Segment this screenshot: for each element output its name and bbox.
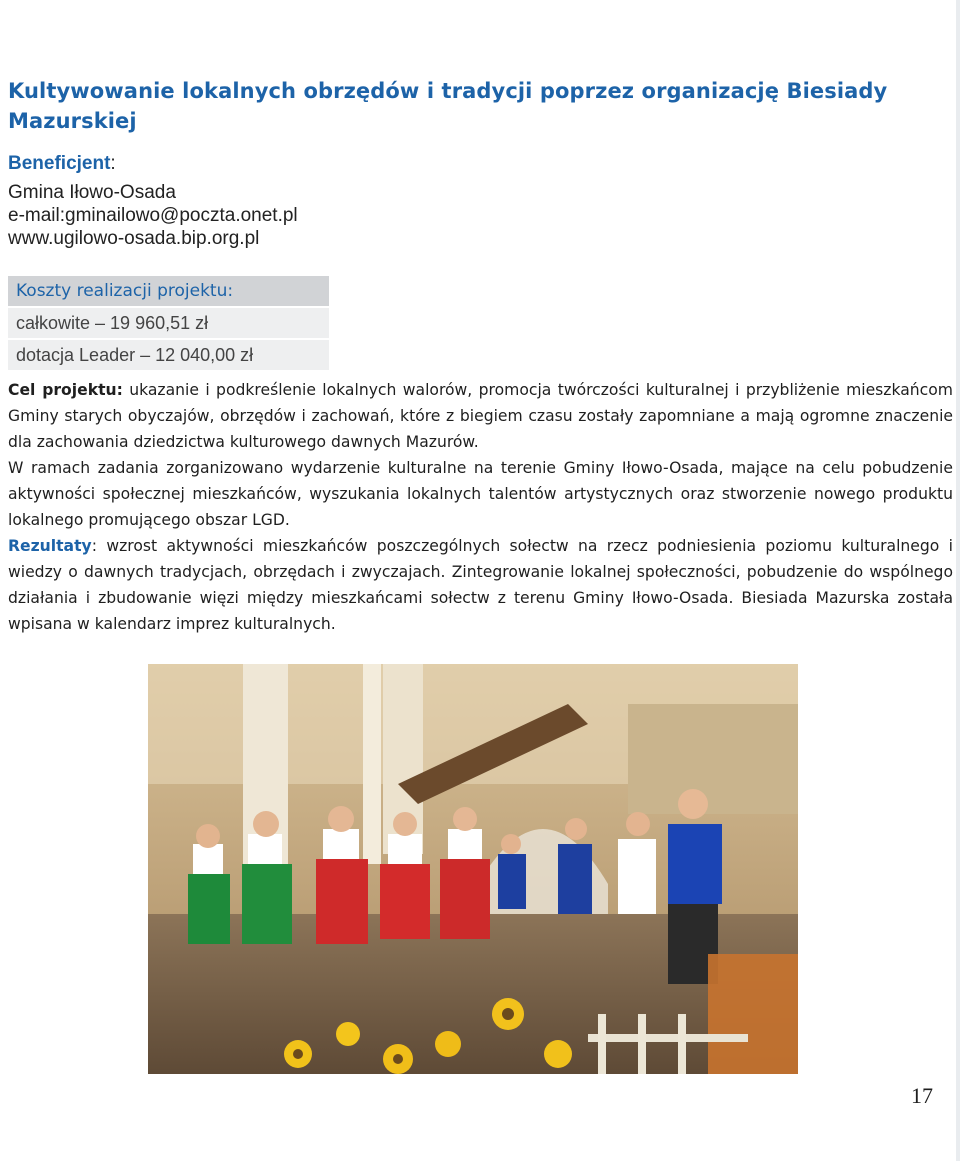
page-edge (956, 0, 960, 1161)
beneficiary-label-colon: : (110, 153, 116, 174)
goal-label: Cel projektu: (8, 381, 123, 399)
beneficiary-label (8, 152, 116, 176)
goal-text: ukazanie i podkreślenie lokalnych walorów, promocja twórczości kulturalnej i przybliżenie mieszkańcom Gminy starych obyczajów, obrzędów i zachowań, które z biegiem czasu zostały zapomniane a mają ogromne znaczenie dla zachowania dziedzictwa kulturowego dawnych Mazurów. (8, 381, 953, 451)
beneficiary-website: www.ugilowo-osada.bip.org.pl (8, 228, 260, 249)
event-photo (148, 664, 798, 1074)
page-title: Kultywowanie lokalnych obrzędów i tradycji poprzez organizację Biesiady Mazurskiej (8, 79, 888, 133)
cost-header: Koszty realizacji projektu: (8, 276, 329, 306)
results-colon: : (91, 537, 97, 555)
cost-grant: dotacja Leader – 12 040,00 zł (8, 340, 329, 370)
description-paragraph: W ramach zadania zorganizowano wydarzenie kulturalne na terenie Gminy Iłowo-Osada, mające na celu pobudzenie aktywności społecznej mieszkańców, wyszukania lokalnych talentów artystycznych oraz stworzenie nowego produktu lokalnego promującego obszar LGD. (8, 459, 953, 529)
cost-total: całkowite – 19 960,51 zł (8, 308, 329, 338)
beneficiary-name: Gmina Iłowo-Osada (8, 182, 176, 203)
beneficiary-email: e-mail:gminailowo@poczta.onet.pl (8, 205, 298, 226)
results-paragraph (8, 533, 953, 637)
goal-paragraph (8, 377, 953, 455)
page-number: 17 (911, 1083, 933, 1108)
beneficiary-label-text: Beneficjent (8, 153, 111, 174)
results-label: Rezultaty (8, 537, 92, 555)
cost-box (8, 276, 329, 370)
beneficiary-details (8, 181, 608, 250)
body-text (8, 377, 953, 637)
results-text: wzrost aktywności mieszkańców poszczególnych sołectw na rzecz podniesienia poziomu kulturalnego i wiedzy o dawnych tradycjach, obrzędach i zwyczajach. Zintegrowanie lokalnej społeczności, pobudzenie do wspólnego działania i zbudowanie więzi między mieszkańcami sołectw z terenu Gminy Iłowo-Osada. Biesiada Mazurska została wpisana w kalendarz imprez kulturalnych. (8, 537, 953, 633)
